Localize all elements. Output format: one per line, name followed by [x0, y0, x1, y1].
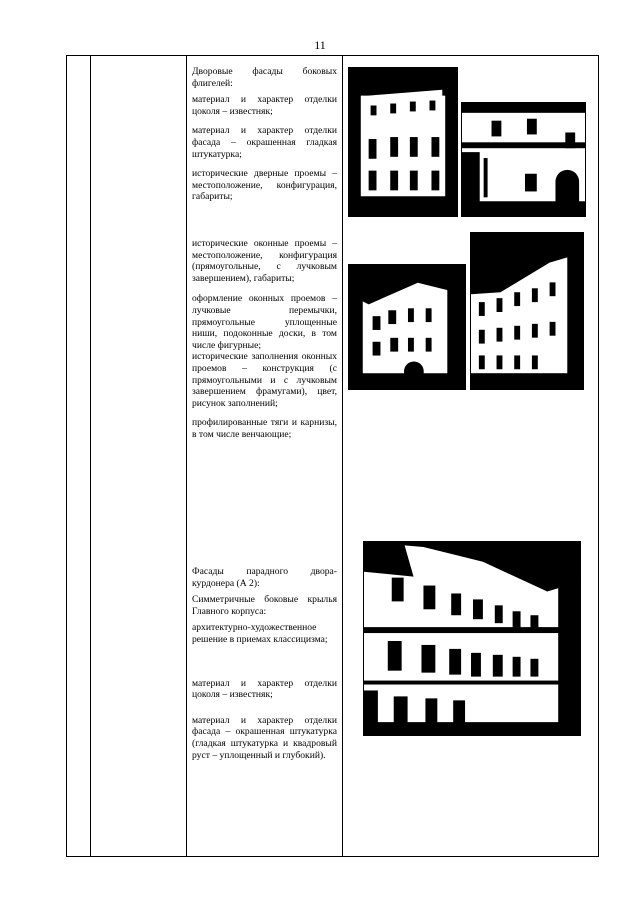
- paragraph: оформление оконных проемов – лучковые перемычки, прямоугольные уплощенные ниши, подоконные доски, в том числе фигурные;: [192, 293, 337, 351]
- facade-photo: [470, 232, 584, 390]
- facade-photo: [348, 67, 458, 217]
- facade-photo: [348, 264, 466, 390]
- paragraph: исторические дверные проемы – местоположение, конфигурация, габариты;: [192, 168, 337, 203]
- facade-photo: [461, 102, 586, 217]
- column-divider: [90, 56, 91, 856]
- page-number: 11: [314, 38, 326, 52]
- section-windows: [192, 238, 337, 449]
- paragraph: материал и характер отделки фасада – окрашенная штукатурка (гладкая штукатурка и квадровый руст – уплощенный и глубокий).: [192, 714, 337, 761]
- paragraph: Фасады парадного двора-курдонера (А 2):: [192, 566, 337, 589]
- paragraph: Дворовые фасады боковых флигелей:: [192, 66, 337, 89]
- paragraph: Симметричные боковые крылья Главного корпуса:: [192, 594, 337, 617]
- paragraph: архитектурно-художественное решение в приемах классицизма;: [192, 622, 328, 645]
- paragraph: материал и характер отделки фасада – окрашенная гладкая штукатурка;: [192, 125, 337, 160]
- paragraph: исторические оконные проемы – местоположение, конфигурация (прямоугольные, с лучковым завершением), габариты;: [192, 238, 337, 284]
- paragraph: профилированные тяги и карнизы, в том числе венчающие;: [192, 417, 337, 440]
- paragraph: исторические заполнения оконных проемов – конструкция (с прямоугольными и с лучковым завершением фрамугами), цвет, рисунок заполнений;: [192, 351, 337, 409]
- column-divider: [342, 56, 343, 856]
- column-divider: [186, 56, 187, 856]
- section-courtyard-wings: [192, 66, 337, 211]
- main-building-photo: [363, 541, 581, 736]
- paragraph: материал и характер отделки цоколя – известняк;: [192, 94, 337, 117]
- paragraph: материал и характер отделки цоколя – известняк;: [192, 677, 337, 701]
- section-courdoneur: [192, 566, 337, 769]
